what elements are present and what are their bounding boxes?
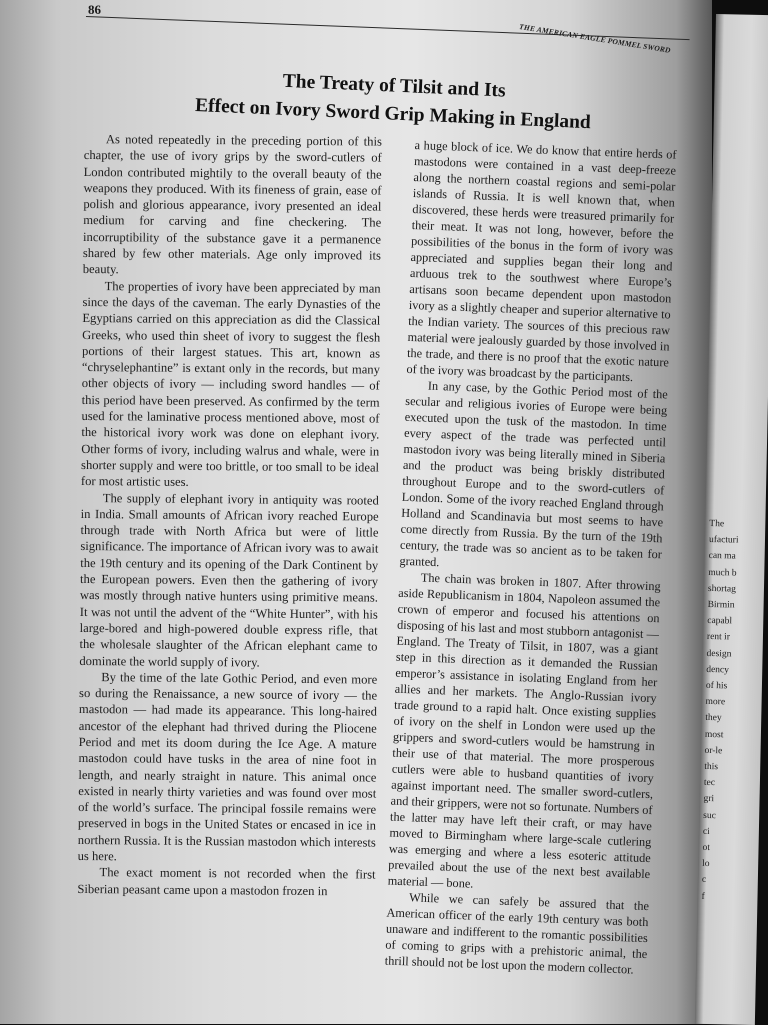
adjacent-page-text	[701, 516, 739, 905]
text-fragment: design	[706, 648, 732, 660]
right-column	[385, 137, 677, 978]
text-fragment: most	[704, 729, 724, 740]
title-line: Effect on Ivory Sword Grip Making in England	[194, 95, 592, 134]
title-line: The Treaty of Tilsit and Its	[282, 70, 507, 102]
paragraph: As noted repeatedly in the preceding portion of this chapter, the use of ivory grips by the sword-cutlers of London contributed mightily to the overall beauty of the weapons they produced. With its fineness of grain, ease of polish and glorious appearance, ivory presented an ideal medium for carving and fine checkering. The incorruptibility of the substance gave it a permanence shared by few other materials. Age only improved its beauty.	[82, 132, 382, 277]
text-fragment: of his	[705, 680, 728, 692]
paragraph: The exact moment is not recorded when the first Siberian peasant came upon a mastodon frozen in	[77, 865, 376, 898]
text-fragment: shortag	[707, 583, 737, 595]
text-fragment: this	[704, 761, 719, 773]
text-fragment: much b	[708, 567, 737, 579]
text-fragment: ufacturi	[708, 535, 739, 546]
paragraph: While we can safely be assured that the American officer of the early 19th century was both unaware and indifferent to the romantic possibilities of coming to grips with a prehistoric animal, the thrill should not be lost upon the modern collector.	[384, 890, 650, 977]
text-fragment: rent ir	[706, 632, 730, 643]
paragraph: In any case, by the Gothic Period most of the secular and religious ivories of Europe were being executed upon the tusk of the mastodon. In time every aspect of the trade was perfected until mastodon ivory was being literally mined in Siberia and the product was being briskly distributed throughout Europe and to the sword-cutlers of London. Some of the ivory reached England through Holland and Scandinavia but most seems to have come directly from Russia. By the turn of the 19th century, the trade was so ancient as to be taken for granted.	[399, 378, 668, 570]
text-fragment: The	[709, 518, 725, 530]
paragraph: The supply of elephant ivory in antiquity was rooted in India. Small amounts of African ivory reached Europe through trade with North Africa but were of little significance. The importance of African ivory was to await the 19th century and its opening of the Dark Continent by the European powers. Even then the gathering of ivory was mostly through native hunters using primitive means. It was not until the advent of the “White Hunter”, with his large-bored and high-powered double express rifle, that the wholesale slaughter of the African elephant came to dominate the world supply of ivory.	[79, 490, 379, 670]
paragraph: The properties of ivory have been appreciated by man since the days of the caveman. The early Dynasties of the Egyptians carried on this appreciation as did the Classical Greeks, who used thin sheet of ivory to suggest the flesh portions of their largest statues. This art, known as “chryselephantine” is extant only in the records, but many other objects of ivory — including sword handles — of this period have been preserved. As confirmed by the term used for the laminative process mentioned above, most of the historical ivory work was done on elephant ivory. Other forms of ivory, including walrus and whale, were in shorter supply and were too brittle, or too small to be ideal for most artistic uses.	[80, 278, 381, 490]
text-fragment: capabl	[707, 616, 733, 627]
text-fragment: can ma	[708, 551, 736, 562]
text-fragment: they	[705, 713, 722, 724]
running-head: THE AMERICAN EAGLE POMMEL SWORD	[518, 22, 672, 55]
text-fragment: ci	[702, 826, 710, 837]
text-fragment: dency	[706, 664, 730, 676]
text-fragment: c	[701, 875, 707, 886]
page-number: 86	[88, 2, 101, 17]
paragraph: By the time of the late Gothic Period, and even more so during the Renaissance, a new source of ivory — the mastodon — had made its appearance. This long-haired ancestor of the elephant had thrived during the Pliocene Period and met its doom during the Ice Age. A mature mastodon could have tusks in the area of nine foot in length, and nearly straight in nature. This animal once existed in nearly thirty varieties and was found over most of the world’s surface. The principal fossile remains were preserved in bogs in the United States or encased in ice in northern Russia. It is the Russian mastodon which interests us here.	[77, 669, 378, 864]
text-fragment: gri	[703, 794, 715, 805]
text-fragment: or-le	[704, 745, 723, 757]
text-fragment: f	[701, 891, 705, 902]
text-fragment: more	[705, 697, 726, 708]
text-fragment: lo	[702, 859, 710, 870]
text-fragment: ot	[702, 842, 711, 854]
paragraph: The chain was broken in 1807. After throwing aside Republicanism in 1804, Napoleon assumed the crown of emperor and focused his attentions on disposing of his last and most stubborn antagonist — England. The Treaty of Tilsit, in 1807, was a giant step in this direction as it demanded the Russian emperor’s assistance in isolating England from her allies and her markets. The Anglo-Russian ivory trade ground to a rapid halt. Once existing supplies of ivory on the shelf in London were used up the grippers and sword-cutlers would be hamstrung in their use of that material. The more prosperous cutlers were able to husband quantities of ivory against important need. The smaller sword-cutlers, and their grippers, were not so fortunate. Numbers of the latter may have left their craft, or may have moved to Birmingham where large-scale cutlering was emerging and where a less esoteric attitude prevailed about the use of the next best available material — bone.	[387, 570, 661, 891]
article-title	[148, 62, 640, 139]
paragraph: a huge block of ice. We do know that entire herds of mastodons were contained in a vast deep-freeze along the northern coastal regions and semi-polar islands of Russia. It is well known that, when discovered, these herds were treasured primarily for their meat. It was not long, however, before the possibilities of the bonus in the form of ivory was appreciated and supplies began their long and arduous trek to the southwest where Europe’s artisans soon became dependent upon mastodon ivory as a slightly cheaper and superior alternative to the Indian variety. The sources of this precious raw material were jealously guarded by those involved in the trade, and there is no proof that the exotic nature of the ivory was broadcast by the participants.	[406, 137, 677, 385]
text-fragment: tec	[703, 778, 716, 789]
text-fragment: suc	[703, 810, 716, 821]
left-column	[77, 131, 382, 900]
text-fragment: Birmin	[707, 599, 735, 611]
